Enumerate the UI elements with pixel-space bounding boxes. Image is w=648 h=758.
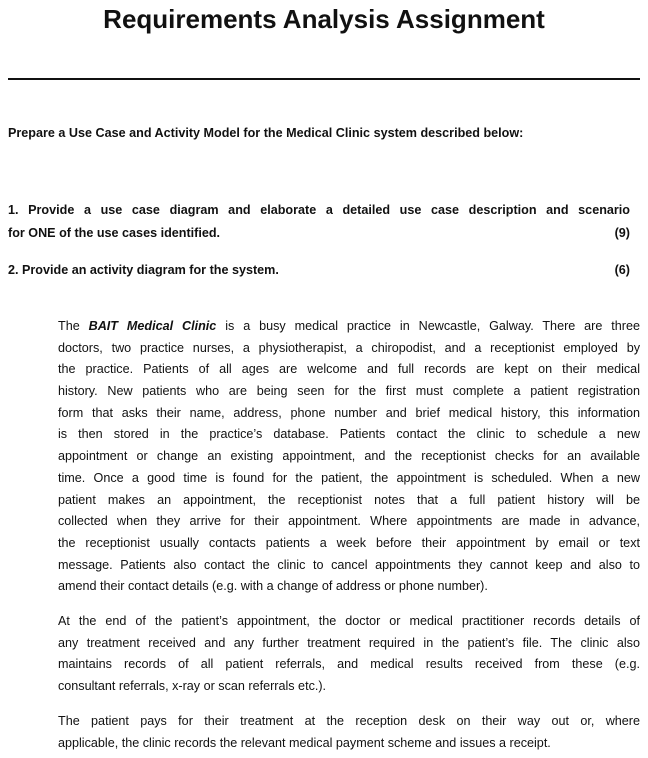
question-2-marks: (6) — [614, 263, 630, 277]
paragraph-line: maintains records of all patient referrals, and medical results received from these (e.g. — [58, 657, 640, 672]
paragraph-line: consultant referrals, x-ray or scan referrals etc.). — [58, 679, 327, 694]
paragraph-line: message. Patients also contact the clinic to cancel appointments they cannot keep and also to — [58, 557, 640, 572]
question-1-row-2 — [8, 222, 630, 245]
question-2-text: 2. Provide an activity diagram for the system. — [8, 263, 279, 277]
paragraph-line: appointment or change an existing appointment, and the receptionist checks for an available — [58, 449, 640, 464]
title-divider — [8, 78, 640, 80]
paragraph-line: applicable, the clinic records the relevant medical payment scheme and issues a receipt. — [58, 735, 551, 750]
assignment-intro: Prepare a Use Case and Activity Model for the Medical Clinic system described below: — [8, 126, 524, 140]
clinic-name: BAIT Medical Clinic — [88, 319, 217, 333]
document-title: Requirements Analysis Assignment — [103, 4, 545, 34]
paragraph-line: At the end of the patient’s appointment, the doctor or medical practitioner records details of — [58, 614, 640, 628]
paragraph-2 — [58, 611, 640, 698]
paragraph-1 — [58, 316, 640, 598]
question-2-row — [8, 259, 630, 282]
paragraph-line: patient makes an appointment, the receptionist notes that a full patient history will be — [58, 492, 640, 507]
paragraph-line: The patient pays for their treatment at the reception desk on their way out or, where — [58, 714, 640, 728]
question-1-line-1: 1. Provide a use case diagram and elaborate a detailed use case description and scenario — [8, 203, 630, 217]
text-span: The — [58, 319, 89, 333]
question-1 — [8, 199, 630, 245]
paragraph-line: time. Once a good time is found for the patient, the appointment is scheduled. When a new — [58, 470, 640, 485]
paragraph-line: the practice. Patients of all ages are welcome and full records are kept on their medical — [58, 362, 640, 377]
paragraph-line: amend their contact details (e.g. with a change of address or phone number). — [58, 579, 488, 594]
paragraph-3 — [58, 711, 640, 754]
text-span: is a busy medical practice in Newcastle, Galway. There are three — [216, 319, 640, 333]
paragraph-line: any treatment received and any further treatment required in the patient’s file. The clinic also — [58, 635, 640, 650]
question-1-marks: (9) — [614, 226, 630, 240]
paragraph-line: doctors, two practice nurses, a physiotherapist, a chiropodist, and a receptionist employed by — [58, 340, 640, 355]
question-2 — [8, 259, 630, 282]
paragraph-line — [58, 316, 640, 338]
question-1-line-2: for ONE of the use cases identified. — [8, 226, 221, 240]
paragraph-line: collected when they arrive for their appointment. Where appointments are made in advance, — [58, 514, 640, 529]
paragraph-line: history. New patients who are being seen for the first must complete a patient registration — [58, 384, 640, 399]
paragraph-line: form that asks their name, address, phone number and brief medical history, this information — [58, 405, 640, 420]
paragraph-line: the receptionist usually contacts patients a week before their appointment by email or text — [58, 535, 640, 550]
paragraph-line: is then stored in the practice’s database. Patients contact the clinic to schedule a new — [58, 427, 640, 442]
